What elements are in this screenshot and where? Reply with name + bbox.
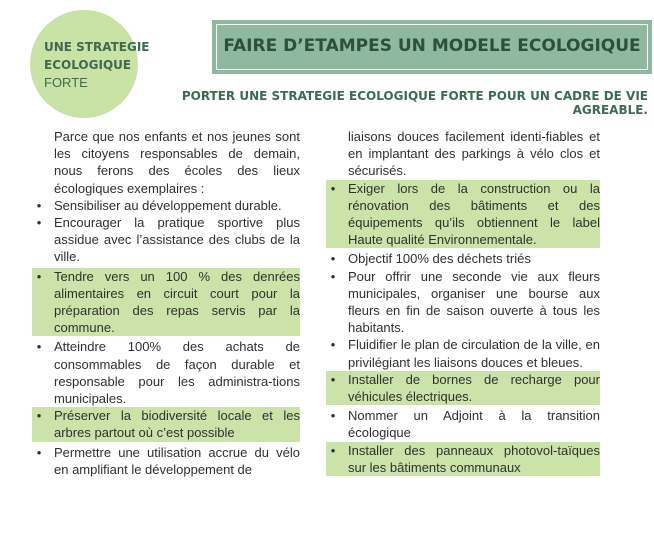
list-item-text: Pour offrir une seconde vie aux fleurs municipales, organiser une bourse aux fleurs en fin de saison ouverte à tous les habitants.: [348, 268, 600, 336]
list-item-text: Tendre vers un 100 % des denrées alimentaires en circuit court pour la préparation des repas servis par la commune.: [54, 268, 300, 336]
bullet-icon: •: [36, 444, 42, 460]
list-item-highlighted: [32, 407, 300, 441]
page-subtitle: PORTER UNE STRATEGIE ECOLOGIQUE FORTE POUR UN CADRE DE VIE AGREABLE.: [181, 89, 648, 117]
list-item-text: Installer de bornes de recharge pour véhicules électriques.: [348, 371, 600, 405]
list-item: [326, 336, 600, 370]
list-item-highlighted: [326, 371, 600, 405]
section-label-line2: ECOLOGIQUE: [44, 58, 132, 72]
intro-text: Parce que nos enfants et nos jeunes sont les citoyens responsables de demain, nous ferons des écoles des lieux écologiques exemplaires :: [54, 129, 300, 196]
section-label-line3: FORTE: [44, 75, 88, 90]
bullet-icon: •: [330, 371, 336, 387]
bullet-icon: •: [330, 442, 336, 458]
list-item-highlighted: [32, 268, 300, 337]
bullet-icon: •: [36, 197, 42, 213]
bullet-icon: •: [330, 268, 336, 284]
list-item-text: Exiger lors de la construction ou la rénovation des bâtiments et des équipements qu’ils obtiennent le label Haute qualité Environnementale.: [348, 180, 600, 248]
list-item: [326, 268, 600, 337]
bullet-icon: •: [330, 180, 336, 196]
bullet-icon: •: [330, 251, 336, 267]
bullet-icon: •: [330, 408, 336, 424]
page-title: FAIRE D’ETAMPES UN MODELE ECOLOGIQUE: [223, 36, 641, 56]
section-label: [44, 38, 149, 92]
list-item-text: Nommer un Adjoint à la transition écologique: [348, 408, 600, 441]
list-item-text: Objectif 100% des déchets triés: [348, 251, 531, 267]
left-column: [32, 128, 300, 478]
list-item: [32, 444, 300, 478]
list-item-highlighted: [326, 442, 600, 476]
continuation-text: liaisons douces facilement identi-fiables et en implantant des parkings à vélo clos et sécurisés.: [348, 129, 600, 179]
bullet-icon: •: [36, 268, 42, 284]
list-item-text: Permettre une utilisation accrue du vélo en amplifiant le développement de: [54, 444, 300, 477]
list-item: [326, 250, 600, 267]
list-item-text: Sensibiliser au développement durable.: [54, 197, 282, 213]
list-item: [32, 214, 300, 266]
list-item-highlighted: [326, 180, 600, 249]
title-banner: [212, 20, 652, 74]
list-item-text: Installer des panneaux photovol-taïques sur les bâtiments communaux: [348, 442, 600, 475]
right-column: [326, 128, 600, 476]
section-label-line1: UNE STRATEGIE: [44, 40, 150, 54]
bullet-icon: •: [330, 337, 336, 353]
bullet-icon: •: [36, 408, 42, 424]
list-item-text: Fluidifier le plan de circulation de la ville, en privilégiant les liaisons douces et bleues.: [348, 337, 600, 370]
intro-paragraph: [32, 128, 300, 197]
bullet-icon: •: [36, 215, 42, 231]
list-item: [326, 407, 600, 441]
continuation-paragraph: [326, 128, 600, 180]
list-item: [32, 338, 300, 407]
bullet-icon: •: [36, 339, 42, 355]
list-item-text: Préserver la biodiversité locale et les arbres partout où c’est possible: [54, 408, 300, 441]
list-item-text: Atteindre 100% des achats de consommables de façon durable et responsable pour les administra-tions municipales.: [54, 339, 300, 407]
list-item-text: Encourager la pratique sportive plus assidue avec l’assistance des clubs de la ville.: [54, 215, 300, 265]
list-item: [32, 197, 300, 214]
